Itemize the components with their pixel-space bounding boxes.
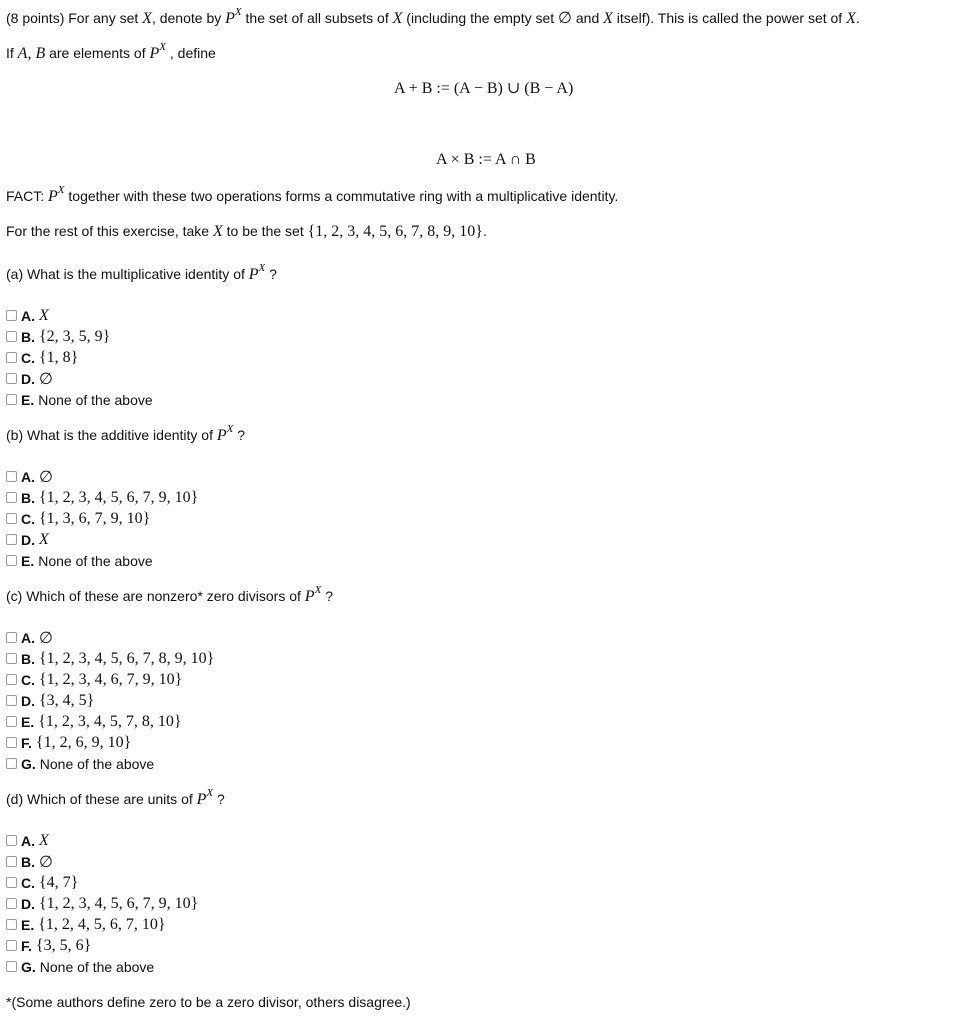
option-text: {1, 2, 4, 5, 6, 7, 10}: [38, 915, 166, 933]
option-d-c[interactable]: [6, 872, 78, 893]
question-a-text: (a) What is the multiplicative identity of: [6, 266, 249, 282]
option-letter: A.: [21, 629, 35, 646]
option-text: ∅: [39, 370, 53, 388]
set-x-symbol: X: [603, 10, 613, 27]
checkbox[interactable]: [6, 373, 17, 384]
power-set-symbol: P: [196, 791, 207, 808]
intro-text-1: (8 points) For any set: [6, 10, 143, 26]
intro-text-2: , denote by: [151, 10, 226, 26]
set-definition-line: [6, 221, 487, 242]
intro-text-6: itself). This is called the power set of: [612, 10, 847, 26]
question-c-text: (c) Which of these are nonzero* zero divisors of: [6, 588, 305, 604]
option-text: {1, 3, 6, 7, 9, 10}: [39, 509, 151, 527]
option-c-b[interactable]: [6, 648, 214, 669]
checkbox[interactable]: [6, 513, 17, 524]
option-letter: E.: [21, 916, 35, 933]
option-letter: A.: [21, 468, 35, 485]
checkbox[interactable]: [6, 331, 17, 342]
checkbox[interactable]: [6, 716, 17, 727]
checkbox[interactable]: [6, 898, 17, 909]
checkbox[interactable]: [6, 758, 17, 769]
option-letter: G.: [21, 958, 36, 975]
define-text-3: , define: [166, 45, 216, 61]
set-x-symbol: X: [142, 10, 152, 27]
option-c-e[interactable]: [6, 711, 182, 732]
question-b-text: (b) What is the additive identity of: [6, 427, 217, 443]
option-b-a[interactable]: [6, 466, 53, 487]
checkbox[interactable]: [6, 632, 17, 643]
option-text: {1, 2, 6, 9, 10}: [35, 733, 132, 751]
power-set-symbol: P: [248, 266, 259, 283]
option-d-d[interactable]: [6, 893, 198, 914]
option-a-e[interactable]: [6, 389, 153, 410]
option-letter: F.: [21, 937, 32, 954]
option-letter: G.: [21, 755, 36, 772]
option-letter: D.: [21, 370, 35, 387]
power-set-superscript: X: [226, 423, 234, 436]
option-a-d[interactable]: [6, 368, 53, 389]
checkbox[interactable]: [6, 856, 17, 867]
option-letter: A.: [21, 307, 35, 324]
power-set-symbol: P: [149, 45, 160, 62]
option-c-f[interactable]: [6, 732, 131, 753]
empty-set-symbol: ∅: [558, 10, 572, 27]
option-letter: A.: [21, 832, 35, 849]
set-x-symbol: X: [212, 223, 223, 240]
option-c-g[interactable]: [6, 753, 154, 774]
rest-text-3: .: [482, 223, 487, 239]
define-text-1: If: [6, 45, 18, 61]
option-text: {1, 2, 3, 4, 5, 6, 7, 9, 10}: [39, 488, 199, 506]
option-b-b[interactable]: [6, 487, 198, 508]
power-set-superscript: X: [206, 787, 214, 800]
option-a-a[interactable]: [6, 305, 49, 326]
multiplication-definition: A × B := A ∩ B: [436, 151, 536, 168]
option-d-g[interactable]: [6, 956, 154, 977]
question-b: [6, 425, 245, 446]
footnote: *(Some authors define zero to be a zero divisor, others disagree.): [6, 994, 411, 1010]
option-b-e[interactable]: [6, 550, 153, 571]
option-text: {1, 2, 3, 4, 5, 6, 7, 8, 9, 10}: [39, 649, 215, 667]
checkbox[interactable]: [6, 492, 17, 503]
power-set-symbol: P: [216, 427, 227, 444]
power-set-symbol: P: [225, 10, 235, 27]
option-letter: D.: [21, 895, 35, 912]
set-x-elements: {1, 2, 3, 4, 5, 6, 7, 8, 9, 10}: [307, 223, 483, 240]
checkbox[interactable]: [6, 555, 17, 566]
power-set-symbol: P: [48, 188, 58, 205]
option-d-e[interactable]: [6, 914, 166, 935]
fact-line: [6, 186, 618, 207]
checkbox[interactable]: [6, 394, 17, 405]
option-text: {4, 7}: [39, 873, 79, 891]
checkbox[interactable]: [6, 961, 17, 972]
option-text: X: [39, 831, 49, 849]
elements-ab: A, B: [17, 45, 46, 62]
option-letter: D.: [21, 531, 35, 548]
option-text: {1, 2, 3, 4, 5, 7, 8, 10}: [38, 712, 182, 730]
checkbox[interactable]: [6, 695, 17, 706]
question-c: [6, 586, 333, 607]
option-letter: B.: [21, 328, 35, 345]
intro-text-7: .: [855, 10, 860, 26]
question-a: [6, 264, 277, 285]
rest-text-2: to be the set: [222, 223, 308, 239]
checkbox[interactable]: [6, 534, 17, 545]
fact-text: together with these two operations forms a commutative ring with a multiplicative identity.: [64, 188, 619, 204]
option-text: {1, 2, 3, 4, 6, 7, 9, 10}: [39, 670, 183, 688]
question-d-text: (d) Which of these are units of: [6, 791, 197, 807]
option-letter: D.: [21, 692, 35, 709]
checkbox[interactable]: [6, 352, 17, 363]
checkbox[interactable]: [6, 653, 17, 664]
option-letter: B.: [21, 489, 35, 506]
option-text: ∅: [39, 629, 53, 647]
power-set-superscript: X: [314, 584, 322, 597]
option-text: {2, 3, 5, 9}: [39, 327, 111, 345]
option-letter: B.: [21, 853, 35, 870]
option-letter: F.: [21, 734, 32, 751]
set-x-symbol: X: [392, 10, 403, 27]
checkbox[interactable]: [6, 674, 17, 685]
option-letter: C.: [21, 510, 35, 527]
power-set-symbol: P: [304, 588, 315, 605]
option-letter: B.: [21, 650, 35, 667]
option-letter: E.: [21, 713, 35, 730]
option-text: ∅: [39, 468, 53, 486]
option-text: None of the above: [39, 755, 155, 772]
checkbox[interactable]: [6, 835, 17, 846]
rest-text-1: For the rest of this exercise, take: [6, 223, 213, 239]
power-set-superscript: X: [234, 6, 242, 19]
option-c-c[interactable]: [6, 669, 182, 690]
option-c-d[interactable]: [6, 690, 94, 711]
option-text: X: [39, 530, 49, 548]
addition-definition: A + B := (A − B) ∪ (B − A): [394, 80, 574, 97]
option-letter: E.: [21, 391, 35, 408]
option-b-c[interactable]: [6, 508, 150, 529]
option-text: {1, 2, 3, 4, 5, 6, 7, 9, 10}: [39, 894, 199, 912]
define-text-2: are elements of: [45, 45, 150, 61]
option-text: {3, 4, 5}: [39, 691, 95, 709]
question-a-end: ?: [265, 266, 277, 282]
option-d-a[interactable]: [6, 830, 49, 851]
question-d-end: ?: [213, 791, 225, 807]
option-letter: C.: [21, 349, 35, 366]
checkbox[interactable]: [6, 919, 17, 930]
option-text: None of the above: [39, 958, 155, 975]
option-text: {3, 5, 6}: [35, 936, 92, 954]
option-c-a[interactable]: [6, 627, 53, 648]
checkbox[interactable]: [6, 877, 17, 888]
fact-label: FACT:: [6, 188, 49, 204]
option-text: X: [39, 306, 49, 324]
question-b-end: ?: [233, 427, 246, 443]
checkbox[interactable]: [6, 940, 17, 951]
set-x-symbol: X: [846, 10, 856, 27]
option-text: ∅: [39, 853, 53, 871]
option-letter: E.: [21, 552, 35, 569]
checkbox[interactable]: [6, 737, 17, 748]
option-d-b[interactable]: [6, 851, 53, 872]
option-a-b[interactable]: [6, 326, 110, 347]
option-text: None of the above: [38, 552, 153, 569]
define-line: [6, 43, 216, 64]
option-b-d[interactable]: [6, 529, 49, 550]
intro-text-4: (including the empty set: [402, 10, 559, 26]
power-set-superscript: X: [159, 41, 167, 54]
option-a-c[interactable]: [6, 347, 78, 368]
checkbox[interactable]: [6, 310, 17, 321]
checkbox[interactable]: [6, 471, 17, 482]
intro-text-3: the set of all subsets of: [241, 10, 393, 26]
option-text: {1, 8}: [39, 348, 79, 366]
problem-intro: [6, 8, 860, 29]
option-letter: C.: [21, 874, 35, 891]
option-d-f[interactable]: [6, 935, 91, 956]
question-c-end: ?: [321, 588, 333, 604]
option-text: None of the above: [38, 391, 153, 408]
option-letter: C.: [21, 671, 35, 688]
power-set-superscript: X: [57, 184, 65, 197]
intro-text-5: and: [571, 10, 604, 26]
power-set-superscript: X: [258, 262, 266, 275]
question-d: [6, 789, 225, 810]
